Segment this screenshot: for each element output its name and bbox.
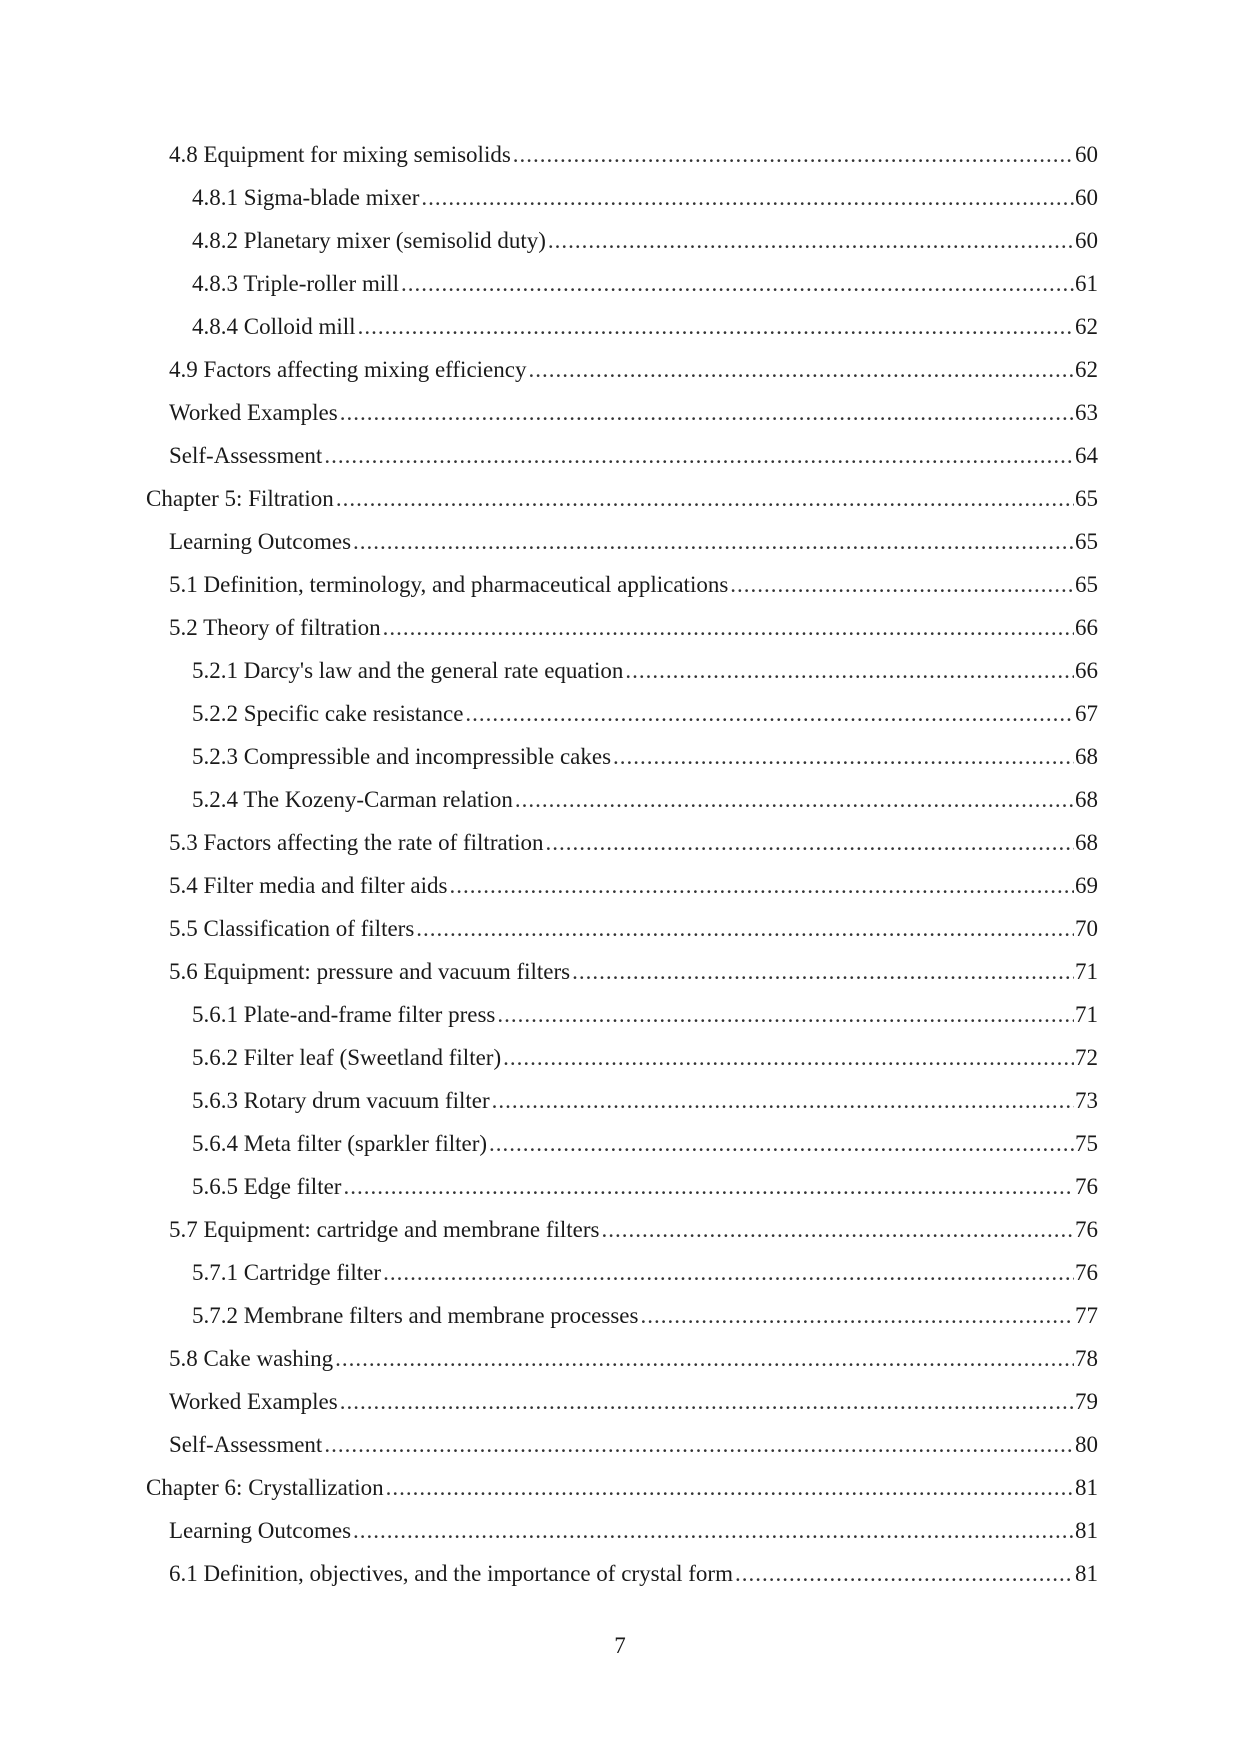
toc-entry-page-number: 65 <box>1075 529 1098 554</box>
toc-entry-title: 5.6.3 Rotary drum vacuum filter <box>192 1088 490 1113</box>
toc-entry-row <box>169 443 1098 469</box>
toc-entry-page-number: 81 <box>1075 1561 1098 1586</box>
toc-entry-page-number: 68 <box>1075 830 1098 855</box>
table-of-contents <box>0 142 1240 1604</box>
toc-entry[interactable] <box>0 701 1240 744</box>
toc-entry-row <box>169 1217 1098 1243</box>
toc-entry-page-number: 68 <box>1075 744 1098 769</box>
toc-entry-row <box>192 1303 1098 1329</box>
toc-entry[interactable] <box>0 1174 1240 1217</box>
toc-entry[interactable] <box>0 744 1240 787</box>
toc-dot-leader <box>336 486 1074 512</box>
toc-entry[interactable] <box>0 357 1240 400</box>
toc-entry-row <box>169 400 1098 426</box>
toc-entry-page-number: 64 <box>1075 443 1098 468</box>
toc-dot-leader <box>613 744 1074 770</box>
toc-entry-row <box>192 701 1098 727</box>
toc-dot-leader <box>735 1561 1074 1587</box>
toc-entry-row <box>192 1174 1098 1200</box>
toc-dot-leader <box>401 271 1074 297</box>
toc-entry-title: Worked Examples <box>169 1389 338 1414</box>
toc-entry[interactable] <box>0 658 1240 701</box>
toc-entry-title: 5.5 Classification of filters <box>169 916 415 941</box>
toc-dot-leader <box>324 443 1074 469</box>
toc-entry-row <box>192 1260 1098 1286</box>
toc-dot-leader <box>545 830 1074 856</box>
toc-entry[interactable] <box>0 1131 1240 1174</box>
toc-entry-row <box>169 873 1098 899</box>
toc-entry[interactable] <box>0 1346 1240 1389</box>
toc-entry-page-number: 80 <box>1075 1432 1098 1457</box>
toc-entry[interactable] <box>0 443 1240 486</box>
toc-dot-leader <box>513 142 1074 168</box>
toc-entry-page-number: 77 <box>1075 1303 1098 1328</box>
toc-entry-title: 4.8.2 Planetary mixer (semisolid duty) <box>192 228 546 253</box>
toc-entry[interactable] <box>0 529 1240 572</box>
toc-entry[interactable] <box>0 1303 1240 1346</box>
toc-entry-title: 5.4 Filter media and filter aids <box>169 873 448 898</box>
toc-entry-page-number: 76 <box>1075 1217 1098 1242</box>
toc-dot-leader <box>421 185 1074 211</box>
toc-entry[interactable] <box>0 1002 1240 1045</box>
toc-entry-page-number: 72 <box>1075 1045 1098 1070</box>
toc-entry[interactable] <box>0 228 1240 271</box>
toc-entry-title: 5.7.1 Cartridge filter <box>192 1260 382 1285</box>
toc-entry-page-number: 65 <box>1075 572 1098 597</box>
toc-entry-page-number: 65 <box>1075 486 1098 511</box>
toc-entry-row <box>169 357 1098 383</box>
toc-entry-page-number: 68 <box>1075 787 1098 812</box>
toc-dot-leader <box>503 1045 1074 1071</box>
toc-entry-title: 4.8 Equipment for mixing semisolids <box>169 142 511 167</box>
toc-entry-row <box>169 142 1098 168</box>
page-number: 7 <box>614 1633 626 1658</box>
toc-dot-leader <box>386 1475 1074 1501</box>
toc-entry-title: Learning Outcomes <box>169 1518 352 1543</box>
toc-entry-page-number: 63 <box>1075 400 1098 425</box>
toc-entry-row <box>169 572 1098 598</box>
toc-entry-title: 5.6 Equipment: pressure and vacuum filters <box>169 959 571 984</box>
toc-dot-leader <box>358 314 1074 340</box>
toc-entry[interactable] <box>0 787 1240 830</box>
toc-entry[interactable] <box>0 873 1240 916</box>
toc-entry[interactable] <box>0 1561 1240 1604</box>
toc-entry-page-number: 76 <box>1075 1260 1098 1285</box>
toc-entry-row <box>146 1475 1098 1501</box>
toc-entry-row <box>169 1518 1098 1544</box>
toc-entry-title: Self-Assessment <box>169 443 323 468</box>
toc-entry-title: Learning Outcomes <box>169 529 352 554</box>
toc-entry[interactable] <box>0 314 1240 357</box>
toc-entry-row <box>169 1346 1098 1372</box>
toc-entry-page-number: 62 <box>1075 357 1098 382</box>
toc-dot-leader <box>515 787 1074 813</box>
toc-dot-leader <box>340 1389 1074 1415</box>
toc-entry-title: 5.6.5 Edge filter <box>192 1174 342 1199</box>
toc-entry-title: 5.3 Factors affecting the rate of filtration <box>169 830 544 855</box>
toc-dot-leader <box>340 400 1074 426</box>
toc-dot-leader <box>465 701 1074 727</box>
toc-entry-title: 5.1 Definition, terminology, and pharmaceutical applications <box>169 572 729 597</box>
toc-entry[interactable] <box>0 1432 1240 1475</box>
toc-entry-row <box>169 830 1098 856</box>
toc-dot-leader <box>383 1260 1074 1286</box>
toc-dot-leader <box>335 1346 1074 1372</box>
toc-dot-leader <box>528 357 1074 383</box>
toc-dot-leader <box>489 1131 1074 1157</box>
toc-entry[interactable] <box>0 1260 1240 1303</box>
toc-entry-page-number: 66 <box>1075 658 1098 683</box>
toc-entry-page-number: 73 <box>1075 1088 1098 1113</box>
toc-dot-leader <box>625 658 1074 684</box>
toc-dot-leader <box>497 1002 1074 1028</box>
toc-entry-title: 6.1 Definition, objectives, and the importance of crystal form <box>169 1561 733 1586</box>
toc-entry[interactable] <box>0 142 1240 185</box>
toc-entry-row <box>192 787 1098 813</box>
toc-chapter-entry[interactable] <box>0 486 1240 529</box>
toc-entry-row <box>169 1389 1098 1415</box>
toc-entry[interactable] <box>0 959 1240 1002</box>
toc-entry-title: Chapter 6: Crystallization <box>146 1475 384 1500</box>
toc-dot-leader <box>640 1303 1074 1329</box>
toc-entry-title: 4.8.1 Sigma-blade mixer <box>192 185 420 210</box>
toc-entry-page-number: 71 <box>1075 1002 1098 1027</box>
toc-entry-page-number: 69 <box>1075 873 1098 898</box>
toc-entry-title: 4.8.3 Triple-roller mill <box>192 271 399 296</box>
toc-entry[interactable] <box>0 572 1240 615</box>
toc-entry-title: 4.9 Factors affecting mixing efficiency <box>169 357 527 382</box>
toc-entry[interactable] <box>0 615 1240 658</box>
toc-entry-row <box>192 1131 1098 1157</box>
toc-entry-page-number: 79 <box>1075 1389 1098 1414</box>
toc-entry-page-number: 60 <box>1075 185 1098 210</box>
toc-chapter-entry[interactable] <box>0 1475 1240 1518</box>
toc-entry-row <box>169 529 1098 555</box>
toc-entry-row <box>192 1002 1098 1028</box>
toc-entry-title: 5.6.1 Plate-and-frame filter press <box>192 1002 496 1027</box>
toc-entry[interactable] <box>0 1217 1240 1260</box>
toc-entry-page-number: 60 <box>1075 228 1098 253</box>
toc-dot-leader <box>492 1088 1074 1114</box>
toc-entry-row <box>192 314 1098 340</box>
toc-entry[interactable] <box>0 185 1240 228</box>
toc-entry-page-number: 78 <box>1075 1346 1098 1371</box>
toc-entry-page-number: 61 <box>1075 271 1098 296</box>
toc-entry-row <box>192 228 1098 254</box>
toc-entry[interactable] <box>0 1088 1240 1131</box>
toc-entry[interactable] <box>0 1518 1240 1561</box>
toc-entry-title: Chapter 5: Filtration <box>146 486 334 511</box>
toc-entry-page-number: 81 <box>1075 1518 1098 1543</box>
toc-entry[interactable] <box>0 271 1240 314</box>
toc-entry-page-number: 62 <box>1075 314 1098 339</box>
toc-entry-title: 5.8 Cake washing <box>169 1346 334 1371</box>
toc-entry-page-number: 60 <box>1075 142 1098 167</box>
toc-dot-leader <box>572 959 1074 985</box>
toc-entry-row <box>192 1045 1098 1071</box>
toc-entry[interactable] <box>0 830 1240 873</box>
toc-entry-page-number: 71 <box>1075 959 1098 984</box>
toc-entry-row <box>169 959 1098 985</box>
toc-entry-title: 5.2.4 The Kozeny-Carman relation <box>192 787 513 812</box>
toc-entry-title: 5.2.2 Specific cake resistance <box>192 701 464 726</box>
toc-dot-leader <box>730 572 1074 598</box>
toc-entry-title: 5.2.3 Compressible and incompressible cakes <box>192 744 612 769</box>
toc-entry-page-number: 67 <box>1075 701 1098 726</box>
toc-dot-leader <box>449 873 1074 899</box>
toc-dot-leader <box>353 1518 1074 1544</box>
toc-entry-title: 5.6.4 Meta filter (sparkler filter) <box>192 1131 488 1156</box>
toc-entry-title: 5.7.2 Membrane filters and membrane processes <box>192 1303 639 1328</box>
toc-entry-page-number: 76 <box>1075 1174 1098 1199</box>
toc-entry-title: 4.8.4 Colloid mill <box>192 314 356 339</box>
toc-dot-leader <box>324 1432 1074 1458</box>
toc-dot-leader <box>548 228 1074 254</box>
toc-entry-title: Self-Assessment <box>169 1432 323 1457</box>
toc-entry[interactable] <box>0 916 1240 959</box>
toc-entry-row <box>192 744 1098 770</box>
toc-entry-row <box>169 615 1098 641</box>
toc-entry-page-number: 66 <box>1075 615 1098 640</box>
toc-entry-row <box>192 271 1098 297</box>
toc-entry-row <box>169 916 1098 942</box>
toc-entry-row <box>192 185 1098 211</box>
toc-dot-leader <box>416 916 1074 942</box>
toc-entry[interactable] <box>0 1389 1240 1432</box>
toc-entry-title: 5.2.1 Darcy's law and the general rate equation <box>192 658 624 683</box>
toc-entry-title: 5.6.2 Filter leaf (Sweetland filter) <box>192 1045 502 1070</box>
toc-entry-row <box>169 1432 1098 1458</box>
toc-entry-title: 5.7 Equipment: cartridge and membrane filters <box>169 1217 600 1242</box>
toc-dot-leader <box>383 615 1074 641</box>
toc-entry-page-number: 70 <box>1075 916 1098 941</box>
toc-dot-leader <box>343 1174 1074 1200</box>
toc-entry-row <box>192 1088 1098 1114</box>
toc-entry-page-number: 75 <box>1075 1131 1098 1156</box>
toc-entry-row <box>146 486 1098 512</box>
toc-dot-leader <box>353 529 1074 555</box>
toc-entry-title: Worked Examples <box>169 400 338 425</box>
toc-dot-leader <box>601 1217 1074 1243</box>
toc-entry-title: 5.2 Theory of filtration <box>169 615 381 640</box>
toc-entry-row <box>192 658 1098 684</box>
toc-entry-row <box>169 1561 1098 1587</box>
toc-entry-page-number: 81 <box>1075 1475 1098 1500</box>
toc-entry[interactable] <box>0 400 1240 443</box>
toc-entry[interactable] <box>0 1045 1240 1088</box>
